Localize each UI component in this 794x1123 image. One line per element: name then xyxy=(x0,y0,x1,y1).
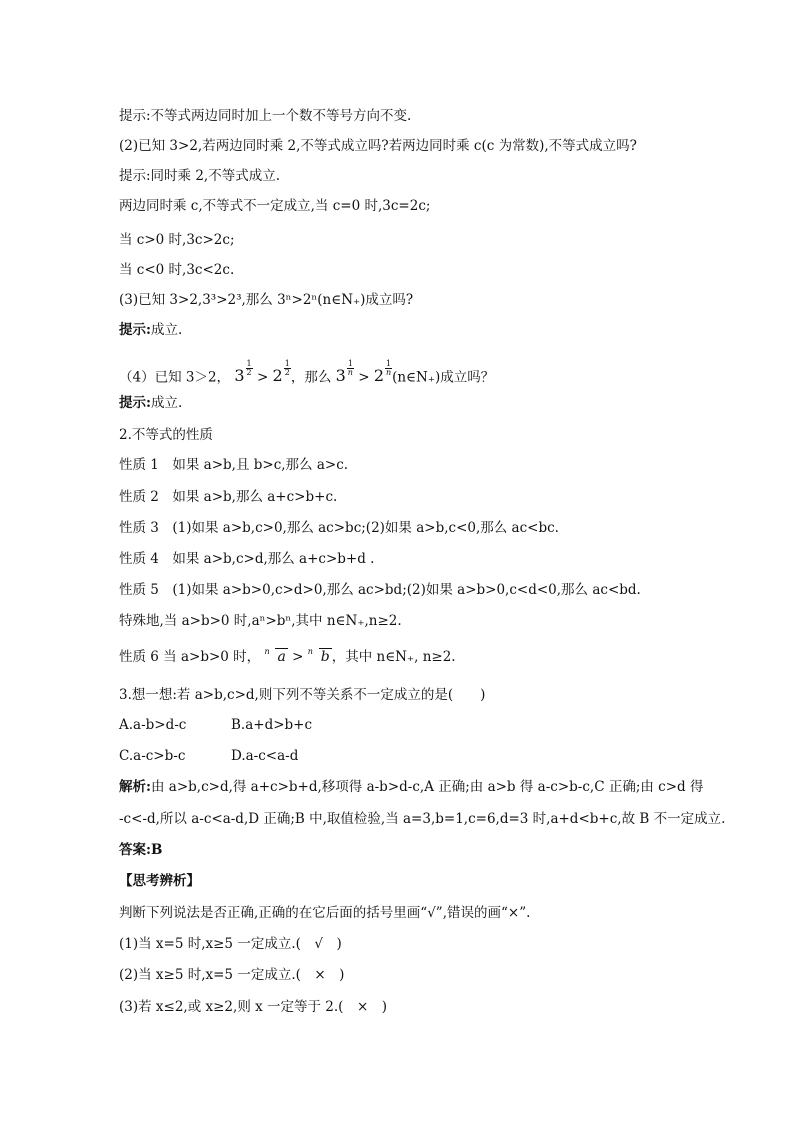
question-4 xyxy=(119,360,494,386)
property-6-prefix: 性质 6 当 a>b>0 时， xyxy=(119,649,261,665)
section-heading: 2.不等式的性质 xyxy=(119,427,213,443)
judge-instruction: 判断下列说法是否正确,正确的在它后面的括号里画“√”,错误的画“×”. xyxy=(119,905,531,921)
explanation-line-2: 当 c>0 时,3c>2c; xyxy=(119,232,235,248)
judge-item-3: (3)若 x≤2,或 x≥2,则 x 一定等于 2.( × ) xyxy=(119,999,388,1015)
answer-value: B xyxy=(150,842,163,858)
hint-label: 提示: xyxy=(119,395,151,411)
nth-root-a: n a xyxy=(264,647,286,665)
question-2: (2)已知 3>2,若两边同时乘 2,不等式成立吗?若两边同时乘 c(c 为常数),不等式成立吗? xyxy=(119,138,637,154)
power-3-half: 3 $\frac{1}{2}$ xyxy=(234,359,252,386)
property-6-suffix: ，其中 n∈N₊, n≥2. xyxy=(331,649,456,665)
special-case: 特殊地,当 a>b>0 时,aⁿ>bⁿ,其中 n∈N₊,n≥2. xyxy=(119,613,402,629)
options-row-2 xyxy=(119,747,298,765)
property-5: 性质 5 (1)如果 a>b>0,c>d>0,那么 ac>bd;(2)如果 a>b>0,c<d<0,那么 ac<bd. xyxy=(119,582,641,598)
gt-sign-1: > xyxy=(256,369,269,386)
judge-item-1: (1)当 x=5 时,x≥5 一定成立.( √ ) xyxy=(119,936,342,952)
question-3: (3)已知 3>2,3³>2³,那么 3ⁿ>2ⁿ(n∈N₊)成立吗? xyxy=(119,292,414,308)
answer-label: 答案: xyxy=(119,842,151,858)
gt-sign-3: > xyxy=(292,649,304,665)
nth-root-b: n b xyxy=(307,647,330,665)
option-d: D.a-c<a-d xyxy=(231,748,299,764)
property-4: 性质 4 如果 a>b,c>d,那么 a+c>b+d . xyxy=(119,551,375,567)
explanation-line-3: 当 c<0 时,3c<2c. xyxy=(119,262,235,278)
solution-line-2: -c<-d,所以 a-c<a-d,D 正确;B 中,取值检验,当 a=3,b=1,c=6,d=3 时,a+d<b+c,故 B 不一定成立. xyxy=(119,811,726,827)
solution-text-1: 由 a>b,c>d,得 a+c>b+d,移项得 a-b>d-c,A 正确;由 a>b 得 a-c>b-c,C 正确;由 c>d 得 xyxy=(150,779,704,795)
power-2-half: 2 $\frac{1}{2}$ xyxy=(272,359,290,386)
options-row-1 xyxy=(119,716,312,734)
property-3: 性质 3 (1)如果 a>b,c>0,那么 ac>bc;(2)如果 a>b,c<0,那么 ac<bc. xyxy=(119,520,559,536)
solution-line-1 xyxy=(119,778,703,796)
think-heading: 【思考辨析】 xyxy=(119,873,200,889)
question-4-prefix: （4）已知 3＞2， xyxy=(119,369,231,386)
hint-3 xyxy=(119,321,182,339)
option-a: A.a-b>d-c xyxy=(119,717,187,733)
hint-text: 成立. xyxy=(150,322,183,338)
property-6 xyxy=(119,648,456,666)
question-4-suffix: (n∈N₊)成立吗？ xyxy=(392,369,495,386)
judge-item-2: (2)当 x≥5 时,x=5 一定成立.( × ) xyxy=(119,967,345,983)
question-think: 3.想一想:若 a>b,c>d,则下列不等关系不一定成立的是( ) xyxy=(119,687,486,703)
power-2-n: 2 $\frac{1}{n}$ xyxy=(373,359,392,386)
power-3-n: 3 $\frac{1}{n}$ xyxy=(335,359,353,386)
hint-4 xyxy=(119,394,182,412)
hint-text: 成立. xyxy=(150,395,183,411)
answer xyxy=(119,841,162,859)
hint-add: 提示:不等式两边同时加上一个数不等号方向不变. xyxy=(119,108,412,124)
hint-label: 提示: xyxy=(119,322,151,338)
option-b: B.a+d>b+c xyxy=(231,717,313,733)
property-1: 性质 1 如果 a>b,且 b>c,那么 a>c. xyxy=(119,457,349,473)
property-2: 性质 2 如果 a>b,那么 a+c>b+c. xyxy=(119,489,338,505)
gt-sign-2: > xyxy=(358,369,370,386)
explanation-line-1: 两边同时乘 c,不等式不一定成立,当 c=0 时,3c=2c; xyxy=(119,198,431,214)
hint-multiply: 提示:同时乘 2,不等式成立. xyxy=(119,168,281,184)
question-4-mid: ，那么 xyxy=(290,369,332,386)
option-c: C.a-c>b-c xyxy=(119,748,186,764)
solution-label: 解析: xyxy=(119,779,151,795)
